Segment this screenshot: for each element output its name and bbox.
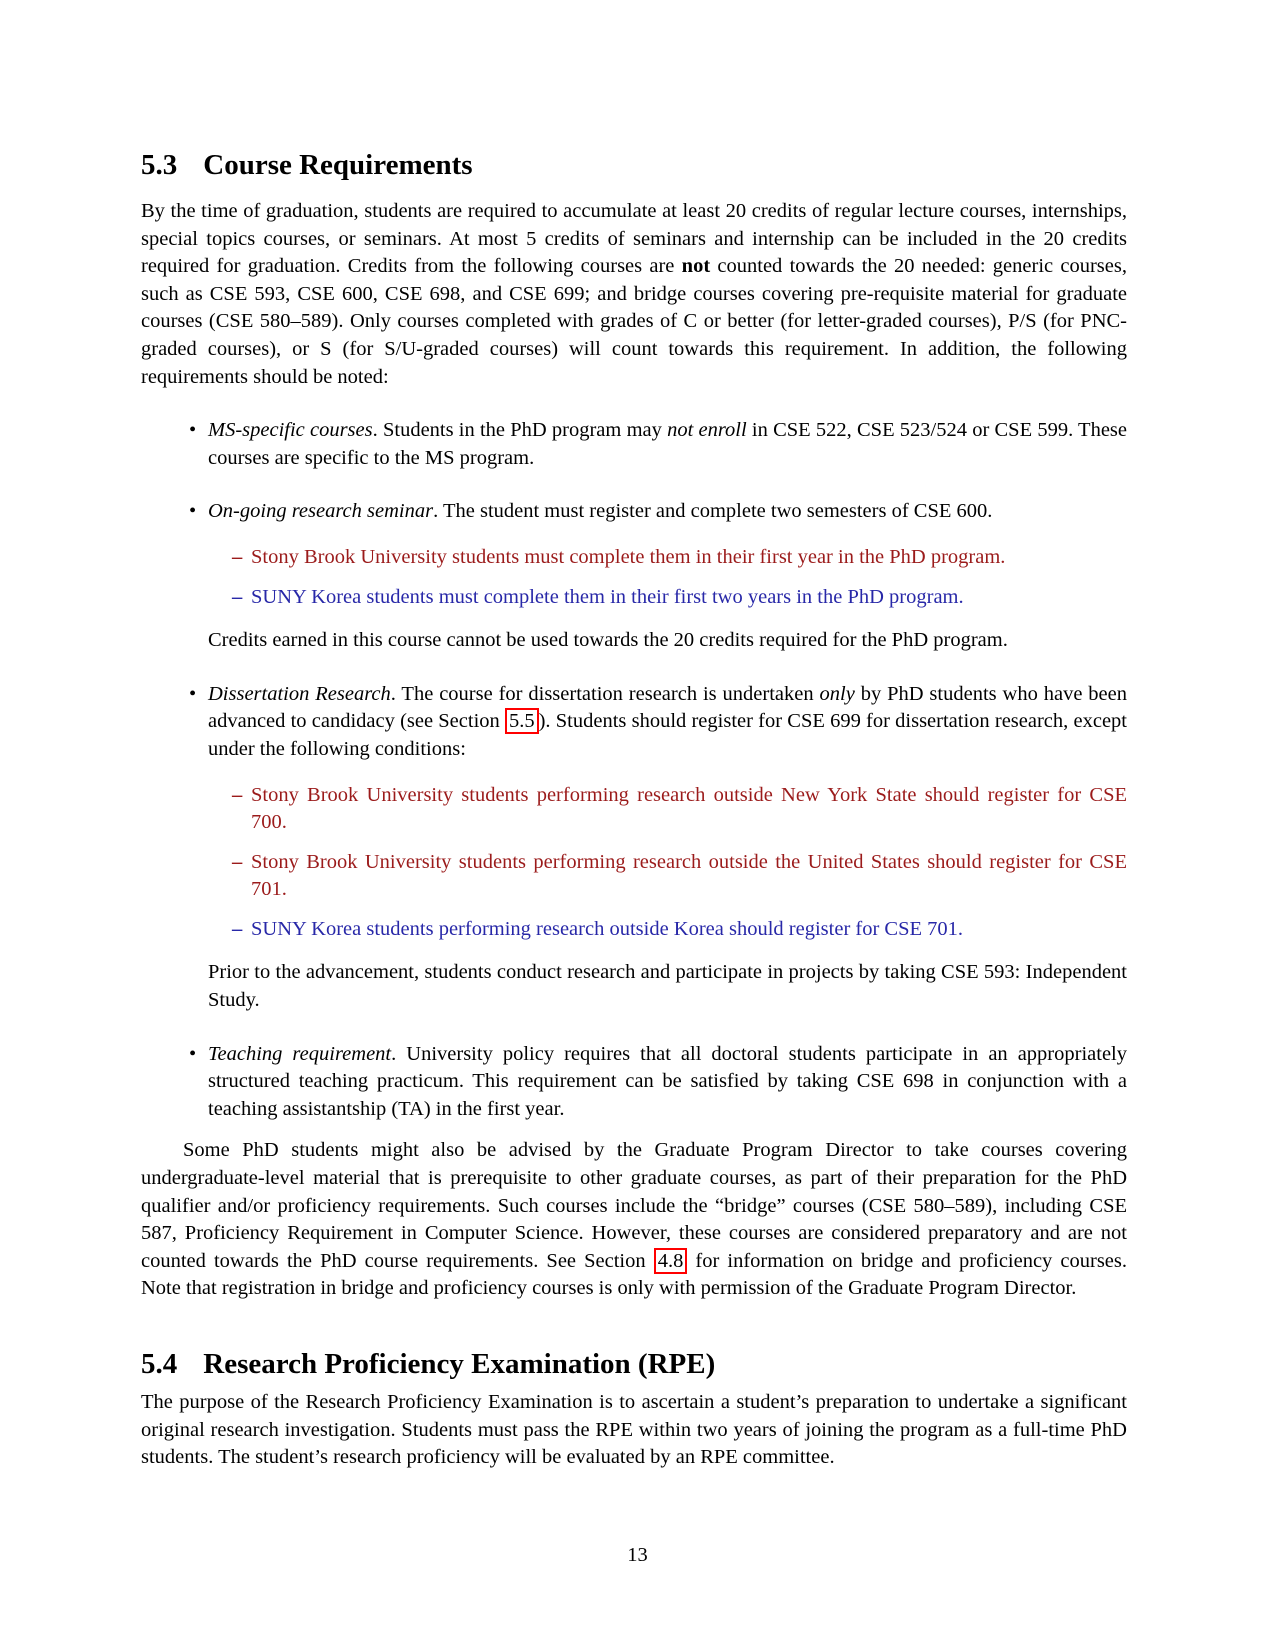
dissertation-continuation: Prior to the advancement, students conduct research and participate in projects by taking CSE 593: Independent Study. [208,961,1127,1012]
subitem-sbu-first-year [208,544,1127,572]
teaching-requirement-paragraph [208,1041,1127,1124]
subitem-suny-korea-outside-korea [208,916,1127,944]
intro-text-2: counted towards the 20 needed: generic courses, such as CSE 593, CSE 600, CSE 698, and CSE 699; and bridge courses covering pre-requisite material for graduate courses (CSE 580–589). Only courses completed with grades of C or better (for letter-graded courses), P/S (for PNC-graded courses), or S (for S/U-graded courses) will count towards this requirement. In addition, the following requirements should be noted: [141,255,1127,388]
intro-text-1: By the time of graduation, students are required to accumulate at least 20 credits of regular lecture courses, internships, special topics courses, or seminars. At most 5 credits of seminars and internship can be included in the 20 credits required for graduation. Credits from the following courses are [141,200,1127,278]
page-number: 13 [627,1544,648,1566]
section-5-3-title: Course Requirements [203,149,473,181]
bullet-marker: • [189,419,197,442]
dash-marker: – [232,783,243,806]
subitem-sbu-outside-us [208,849,1127,904]
ms-specific-emphasis: not enroll [667,419,747,442]
closing-text-2: for information on bridge and proficiency courses. Note that registration in bridge and proficiency courses is only with permission of the Graduate Program Director. [141,1249,1127,1300]
dissertation-text-2: by PhD students who have been advanced to candidacy (see Section [208,682,1128,733]
section-5-4-title: Research Proficiency Examination (RPE) [203,1348,716,1380]
list-item-teaching-requirement [141,1041,1127,1124]
subitem-sbu-outside-us-text: Stony Brook University students performing research outside the United States should register for CSE 701. [251,850,1127,901]
section-4-8-link[interactable]: 4.8 [654,1248,688,1274]
section-5-4-number: 5.4 [141,1348,178,1380]
requirements-list [141,417,1127,1123]
dissertation-text-3: ). Students should register for CSE 699 for dissertation research, except under the following conditions: [208,710,1127,760]
dash-marker: – [232,850,243,873]
dissertation-lead: Dissertation Research [208,682,391,705]
dash-marker: – [232,917,243,940]
dissertation-text-1: . The course for dissertation research is undertaken [390,682,820,705]
intro-bold-not: not [681,255,711,278]
ms-specific-text-2: in CSE 522, CSE 523/524 or CSE 599. These courses are specific to the MS program. [208,419,1127,469]
ongoing-seminar-continuation: Credits earned in this course cannot be used towards the 20 credits required for the PhD program. [208,629,1008,652]
bullet-marker: • [189,500,197,523]
list-item-ms-specific-courses [141,417,1127,472]
subitem-sbu-outside-nys [208,782,1127,837]
teaching-requirement-lead: Teaching requirement [208,1042,392,1065]
subitem-suny-korea-outside-korea-text: SUNY Korea students performing research outside Korea should register for CSE 701. [251,917,964,940]
section-5-3-heading [141,148,1127,182]
teaching-requirement-text: . University policy requires that all doctoral students participate in an appropriately structured teaching practicum. This requirement can be satisfied by taking CSE 698 in conjunction with a teaching assistantship (TA) in the first year. [208,1042,1127,1120]
bullet-marker: • [189,682,197,705]
subitem-sbu-first-year-text: Stony Brook University students must complete them in their first year in the PhD program. [251,545,1006,568]
dash-marker: – [232,585,243,608]
subitem-suny-korea-two-years-text: SUNY Korea students must complete them in their first two years in the PhD program. [251,585,964,608]
list-item-dissertation-research [141,681,1127,1015]
list-item-ongoing-research-seminar [141,498,1127,654]
subitem-sbu-outside-nys-text: Stony Brook University students performing research outside New York State should register for CSE 700. [251,783,1127,834]
dissertation-emphasis: only [819,682,855,705]
ongoing-seminar-paragraph [208,498,1127,526]
closing-text-1: Some PhD students might also be advised by the Graduate Program Director to take courses covering undergraduate-level material that is prerequisite to other graduate courses, as part of their preparation for the PhD qualifier and/or proficiency requirements. Such courses include the “bridge” courses (CSE 580–589), including CSE 587, Proficiency Requirement in Computer Science. However, these courses are considered preparatory and are not counted towards the PhD course requirements. See Section [141,1139,1127,1272]
closing-paragraph [141,1137,1127,1303]
dissertation-paragraph [208,681,1127,764]
rpe-paragraph: The purpose of the Research Proficiency Examination is to ascertain a student’s preparation to undertake a significant original research investigation. Students must pass the RPE within two years of joining the program as a full-time PhD students. The student’s research proficiency will be evaluated by an RPE committee. [141,1391,1127,1469]
ms-specific-lead: MS-specific courses [208,419,373,442]
intro-paragraph [141,198,1127,391]
dash-marker: – [232,545,243,568]
ongoing-seminar-text: . The student must register and complete two semesters of CSE 600. [433,500,993,523]
section-5-5-link[interactable]: 5.5 [505,708,539,734]
ongoing-seminar-sublist [208,544,1127,611]
ms-specific-text-1: . Students in the PhD program may [372,419,668,442]
section-5-4-heading [141,1347,1127,1381]
bullet-marker: • [189,1042,197,1065]
dissertation-sublist [208,782,1127,944]
section-5-3-number: 5.3 [141,149,178,181]
ms-specific-paragraph [208,417,1127,472]
ongoing-seminar-lead: On-going research seminar [208,500,434,523]
subitem-suny-korea-two-years [208,584,1127,612]
